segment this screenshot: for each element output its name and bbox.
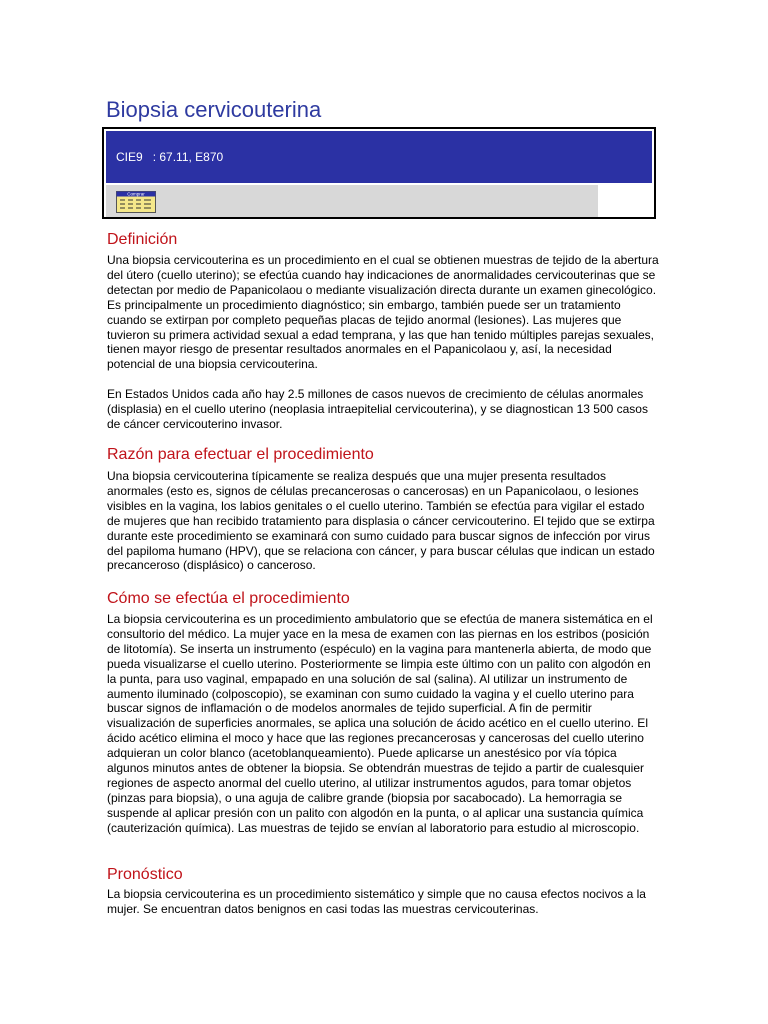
paragraph-razon: Una biopsia cervicouterina típicamente se realiza después que una mujer presenta resultados anormales (esto es, signos de células precancerosas o cancerosas) en un Papanicolaou, o lesiones visibles en la vagina, los labios genitales o el cuello uterino. También se efectúa para vigilar el estado de mujeres que han recibido tratamiento para displasia o cáncer cervicouterino. El tejido que se extirpa durante este procedimiento se examinará con sumo cuidado para buscar signos de infección por virus del papiloma humano (HPV), que se relaciona con cáncer, y para buscar células que indican un estado precanceroso (displásico) o canceroso. [107, 469, 655, 573]
paragraph-definicion-1: Una biopsia cervicouterina es un procedimiento en el cual se obtienen muestras de tejido de la abertura del útero (cuello uterino); se efectúa cuando hay indicaciones de anormalidades cervicouterinas que se detectan por medio de Papanicolaou o mediante visualización directa durante un examen ginecológico. Es principalmente un procedimiento diagnóstico; sin embargo, también puede ser un tratamiento cuando se extirpan por completo pequeñas placas de tejido anormal (lesiones). Las mujeres que tuvieron su primera actividad sexual a edad temprana, y las que han tenido múltiples parejas sexuales, tienen mayor riesgo de presentar resultados anormales en el Papanicolaou y, así, la necesidad potencial de una biopsia cervicouterina. [107, 253, 659, 372]
paragraph-definicion-2: En Estados Unidos cada año hay 2.5 millones de casos nuevos de crecimiento de células anormales (displasia) en el cuello uterino (neoplasia intraepitelial cervicouterina), y se diagnostican 13 500 casos de cáncer cervicouterino invasor. [107, 387, 648, 431]
spreadsheet-icon[interactable] [116, 191, 156, 213]
section-heading-como: Cómo se efectúa el procedimiento [107, 590, 350, 607]
section-heading-definicion: Definición [107, 231, 178, 248]
paragraph-pronostico: La biopsia cervicouterina es un procedimiento sistemático y simple que no causa efectos nocivos a la mujer. Se encuentran datos benignos en casi todas las muestras cervicouterinas. [107, 887, 646, 916]
code-value: : 67.11, E870 [152, 150, 224, 164]
code-label: CIE9 [116, 150, 143, 164]
section-heading-razon: Razón para efectuar el procedimiento [107, 446, 374, 463]
svg-text:Comprar: Comprar [127, 191, 145, 197]
page-title: Biopsia cervicouterina [106, 97, 322, 122]
code-box [102, 127, 656, 219]
paragraph-como: La biopsia cervicouterina es un procedimiento ambulatorio que se efectúa de manera sistemática en el consultorio del médico. La mujer yace en la mesa de examen con las piernas en los estribos (posición de litotomía). Se inserta un instrumento (espéculo) en la vagina para mantenerla abierta, de modo que pueda visualizarse el cuello uterino. Posteriormente se limpia este último con un palito con algodón en la punta, para uso vaginal, empapado en una solución de sal (salina). Al utilizar un instrumento de aumento iluminado (colposcopio), se examinan con sumo cuidado la vagina y el cuello uterino para buscar signos de inflamación o de modelos anormales de tejido superficial. A fin de permitir visualización de superficies anormales, se aplica una solución de ácido acético en el cuello uterino. El ácido acético elimina el moco y hace que las regiones precancerosas y cancerosas del cuello uterino adquieran un color blanco (acetoblanqueamiento). Puede aplicarse un anestésico por vía tópica algunos minutos antes de obtener la biopsia. Se obtendrán muestras de tejido a partir de cualesquier regiones de aspecto anormal del cuello uterino, al utilizar instrumentos agudos, para tomar objetos (pinzas para biopsia), o una aguja de calibre grande (biopsia por sacabocado). La hemorragia se suspende al aplicar presión con un palito con algodón en la punta, o al aplicar una sustancia química (cauterización química). Las muestras de tejido se envían al laboratorio para estudio al microscopio. [107, 612, 653, 835]
tool-strip [106, 185, 598, 217]
code-bar [106, 131, 652, 183]
section-heading-pronostico: Pronóstico [107, 866, 183, 883]
